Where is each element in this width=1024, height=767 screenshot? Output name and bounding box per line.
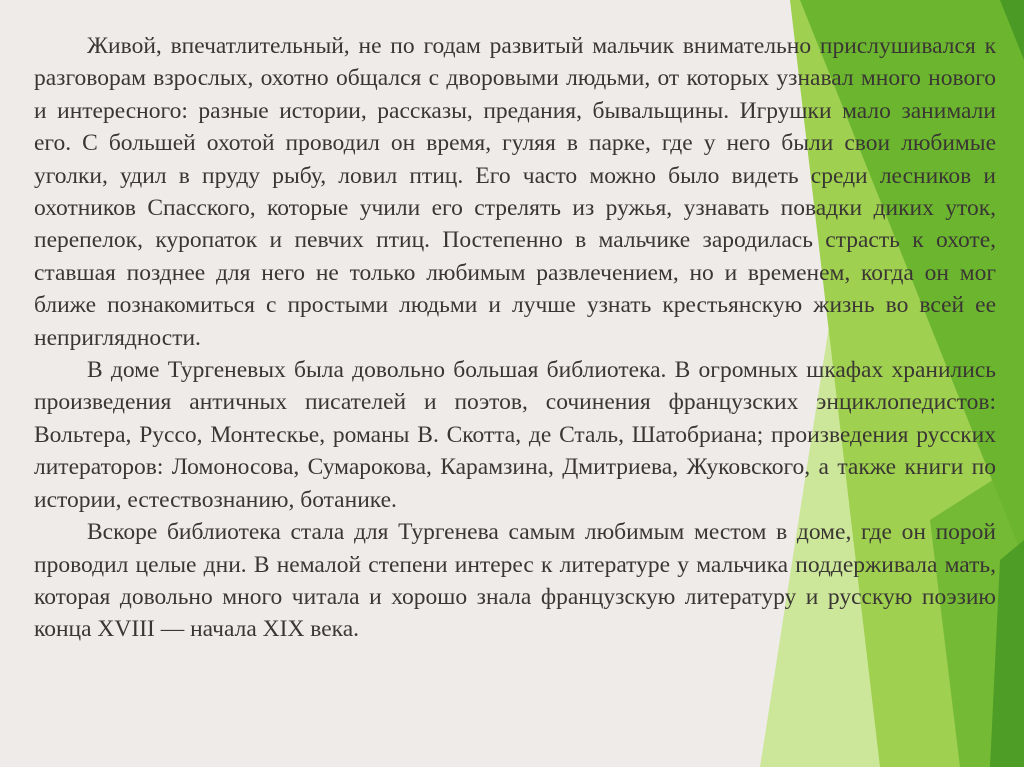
paragraph-childhood: Живой, впечатлительный, не по годам развитый мальчик внимательно прислушивался к разговорам взрослых, охотно общался с дворовыми людьми, от которых узнавал много нового и интересного: разные истории, рассказы, предания, бывальщины. Игрушки мало занимали его. С большей охотой проводил он время, гуляя в парке, где у него были свои любимые уголки, удил в пруду рыбу, ловил птиц. Его часто можно было видеть среди лесников и охотников Спасского, которые учили его стрелять из ружья, узнавать повадки диких уток, перепелок, куропаток и певчих птиц. Постепенно в мальчике зародилась страсть к охоте, ставшая позднее для него не только любимым развлечением, но и временем, когда он мог ближе познакомиться с простыми людьми и лучше узнать крестьянскую жизнь во всей ее неприглядности. bbox=[34, 33, 996, 351]
paragraph-mother-influence: Вскоре библиотека стала для Тургенева самым любимым местом в доме, где он порой проводил целые дни. В немалой степени интерес к литературе у мальчика поддерживала мать, которая довольно много читала и хорошо знала французскую литературу и русскую поэзию конца XVIII — начала XIX века. bbox=[34, 519, 996, 643]
slide-body-text bbox=[34, 30, 996, 646]
paragraph-library: В доме Тургеневых была довольно большая библиотека. В огромных шкафах хранились произведения античных писателей и поэтов, сочинения французских энциклопедистов: Вольтера, Руссо, Монтескье, романы В. Скотта, де Сталь, Шатобриана; произведения русских литераторов: Ломоносова, Сумарокова, Карамзина, Дмитриева, Жуковского, а также книги по истории, естествознанию, ботанике. bbox=[34, 357, 996, 513]
